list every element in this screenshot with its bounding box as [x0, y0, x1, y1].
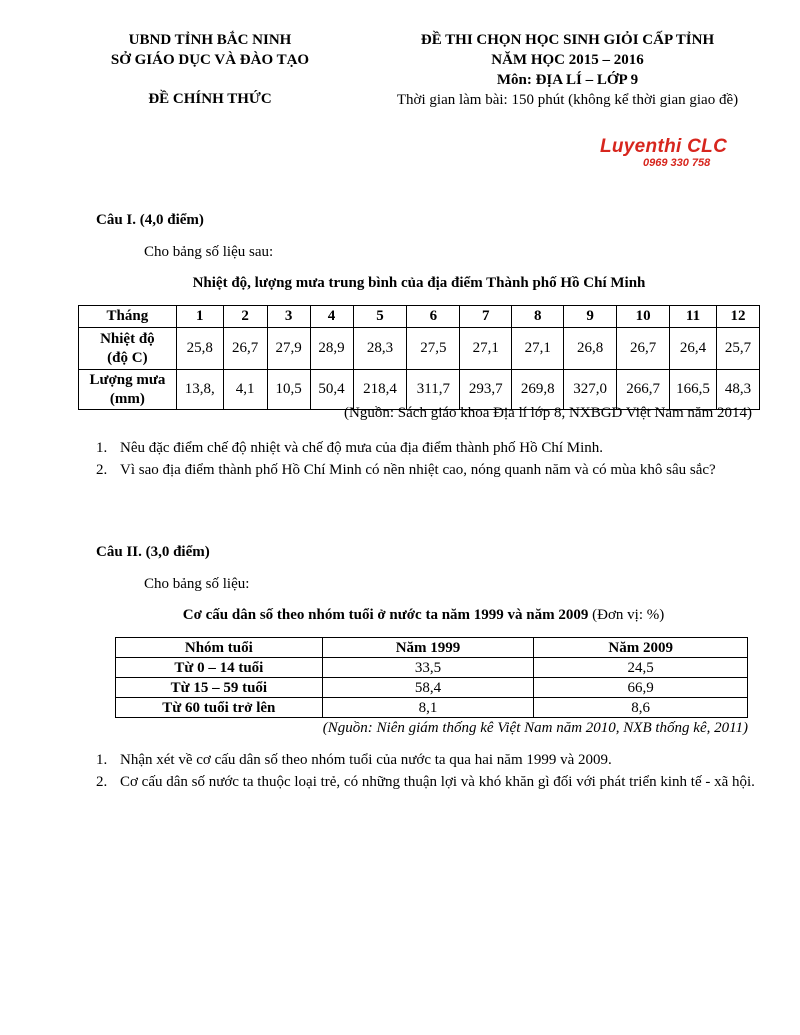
q2-table-unit: (Đơn vị: %) [592, 607, 665, 623]
question-text: Nhận xét về cơ cấu dân số theo nhóm tuổi của nước ta qua hai năm 1999 và 2009. [120, 752, 612, 768]
brand-name: Luyenthi CLC [600, 136, 728, 157]
month-cell: 6 [407, 306, 460, 328]
header-2009: Năm 2009 [534, 638, 748, 658]
list-number: 2. [96, 774, 108, 790]
row-label-unit: (độ C) [107, 349, 148, 366]
q2-question-list [96, 749, 776, 793]
row-label-temperature [79, 328, 177, 370]
month-cell: 5 [353, 306, 407, 328]
issuer-line-2: SỞ GIÁO DỤC VÀ ĐÀO TẠO [110, 52, 310, 68]
q2-table-caption [96, 605, 751, 626]
q2-source: (Nguồn: Niên giám thống kê Việt Nam năm 2010, NXB thống kê, 2011) [322, 720, 748, 736]
exam-title: ĐỀ THI CHỌN HỌC SINH GIỎI CẤP TỈNH [420, 32, 715, 48]
table-cell: 50,4 [310, 370, 353, 410]
question-text: Vì sao địa điểm thành phố Hồ Chí Minh có nền nhiệt cao, nóng quanh năm và có mùa khô sâu sắc? [120, 462, 716, 478]
temperature-rainfall-table [78, 305, 760, 410]
row-label-line: Nhiệt độ [100, 330, 155, 347]
header-age-group: Nhóm tuổi [116, 638, 323, 658]
table-row [116, 698, 748, 718]
table-header-row [116, 638, 748, 658]
q2-table-title: Cơ cấu dân số theo nhóm tuổi ở nước ta năm 1999 và năm 2009 [182, 607, 589, 623]
header-1999: Năm 1999 [322, 638, 534, 658]
issuer-line-1: UBND TỈNH BẮC NINH [128, 32, 292, 48]
table-cell: 24,5 [534, 658, 748, 678]
q1-intro: Cho bảng số liệu sau: [144, 244, 274, 260]
month-cell: 7 [460, 306, 512, 328]
list-number: 1. [96, 440, 108, 456]
exam-title-block [345, 30, 790, 110]
table-cell: 26,4 [670, 328, 717, 370]
list-item [96, 437, 776, 459]
list-number: 1. [96, 752, 108, 768]
table-row [79, 328, 760, 370]
row-label-rainfall [79, 370, 177, 410]
table-header-row [79, 306, 760, 328]
q1-table-title: Nhiệt độ, lượng mưa trung bình của địa điểm Thành phố Hồ Chí Minh [192, 275, 646, 291]
table-cell: 25,7 [716, 328, 759, 370]
list-number: 2. [96, 462, 108, 478]
month-cell: 1 [176, 306, 223, 328]
month-cell: 12 [716, 306, 759, 328]
q1-source: (Nguồn: Sách giáo khoa Địa lí lớp 8, NXBGD Việt Nam năm 2014) [344, 405, 752, 421]
population-structure-table [115, 637, 748, 718]
table-cell: 27,5 [407, 328, 460, 370]
table-cell: 58,4 [322, 678, 534, 698]
age-group-cell: Từ 60 tuổi trở lên [116, 698, 323, 718]
table-cell: 266,7 [617, 370, 670, 410]
list-item [96, 771, 776, 793]
month-cell: 10 [617, 306, 670, 328]
table-cell: 311,7 [407, 370, 460, 410]
time-limit: Thời gian làm bài: 150 phút (không kể thời gian giao đề) [396, 92, 739, 108]
table-cell: 26,8 [564, 328, 617, 370]
table-cell: 10,5 [267, 370, 310, 410]
table-cell: 33,5 [322, 658, 534, 678]
table-cell: 28,9 [310, 328, 353, 370]
month-cell: 9 [564, 306, 617, 328]
table-cell: 4,1 [223, 370, 267, 410]
table-cell: 66,9 [534, 678, 748, 698]
month-cell: 2 [223, 306, 267, 328]
table-cell: 26,7 [223, 328, 267, 370]
question-text: Nêu đặc điểm chế độ nhiệt và chế độ mưa của địa điểm thành phố Hồ Chí Minh. [120, 440, 604, 456]
month-cell: 4 [310, 306, 353, 328]
age-group-cell: Từ 15 – 59 tuổi [116, 678, 323, 698]
table-cell: 8,1 [322, 698, 534, 718]
table-cell: 269,8 [512, 370, 564, 410]
table-row [116, 678, 748, 698]
issuer-block [60, 30, 360, 109]
list-item [96, 749, 776, 771]
table-row [116, 658, 748, 678]
table-cell: 218,4 [353, 370, 407, 410]
table-cell: 26,7 [617, 328, 670, 370]
age-group-cell: Từ 0 – 14 tuổi [116, 658, 323, 678]
subject: Môn: ĐỊA LÍ – LỚP 9 [496, 72, 639, 88]
month-cell: 8 [512, 306, 564, 328]
list-item [96, 459, 776, 481]
month-header: Tháng [79, 306, 177, 328]
school-year: NĂM HỌC 2015 – 2016 [491, 52, 644, 68]
q1-question-list [96, 437, 776, 481]
table-cell: 27,9 [267, 328, 310, 370]
official-label: ĐỀ CHÍNH THỨC [148, 91, 272, 107]
table-cell: 166,5 [670, 370, 717, 410]
table-cell: 8,6 [534, 698, 748, 718]
month-cell: 11 [670, 306, 717, 328]
table-cell: 293,7 [460, 370, 512, 410]
brand-logo [600, 137, 760, 169]
brand-phone: 0969 330 758 [643, 157, 711, 169]
q2-title: Câu II. (3,0 điểm) [96, 544, 210, 560]
table-cell: 13,8, [176, 370, 223, 410]
row-label-unit: (mm) [109, 390, 145, 407]
table-cell: 28,3 [353, 328, 407, 370]
q1-title: Câu I. (4,0 điểm) [96, 212, 204, 228]
table-cell: 25,8 [176, 328, 223, 370]
table-cell: 27,1 [512, 328, 564, 370]
table-cell: 27,1 [460, 328, 512, 370]
table-cell: 48,3 [716, 370, 759, 410]
month-cell: 3 [267, 306, 310, 328]
question-text: Cơ cấu dân số nước ta thuộc loại trẻ, có những thuận lợi và khó khăn gì đối với phát triển kinh tế - xã hội. [120, 774, 755, 790]
row-label-line: Lượng mưa [89, 371, 166, 388]
table-cell: 327,0 [564, 370, 617, 410]
q2-intro: Cho bảng số liệu: [144, 576, 250, 592]
